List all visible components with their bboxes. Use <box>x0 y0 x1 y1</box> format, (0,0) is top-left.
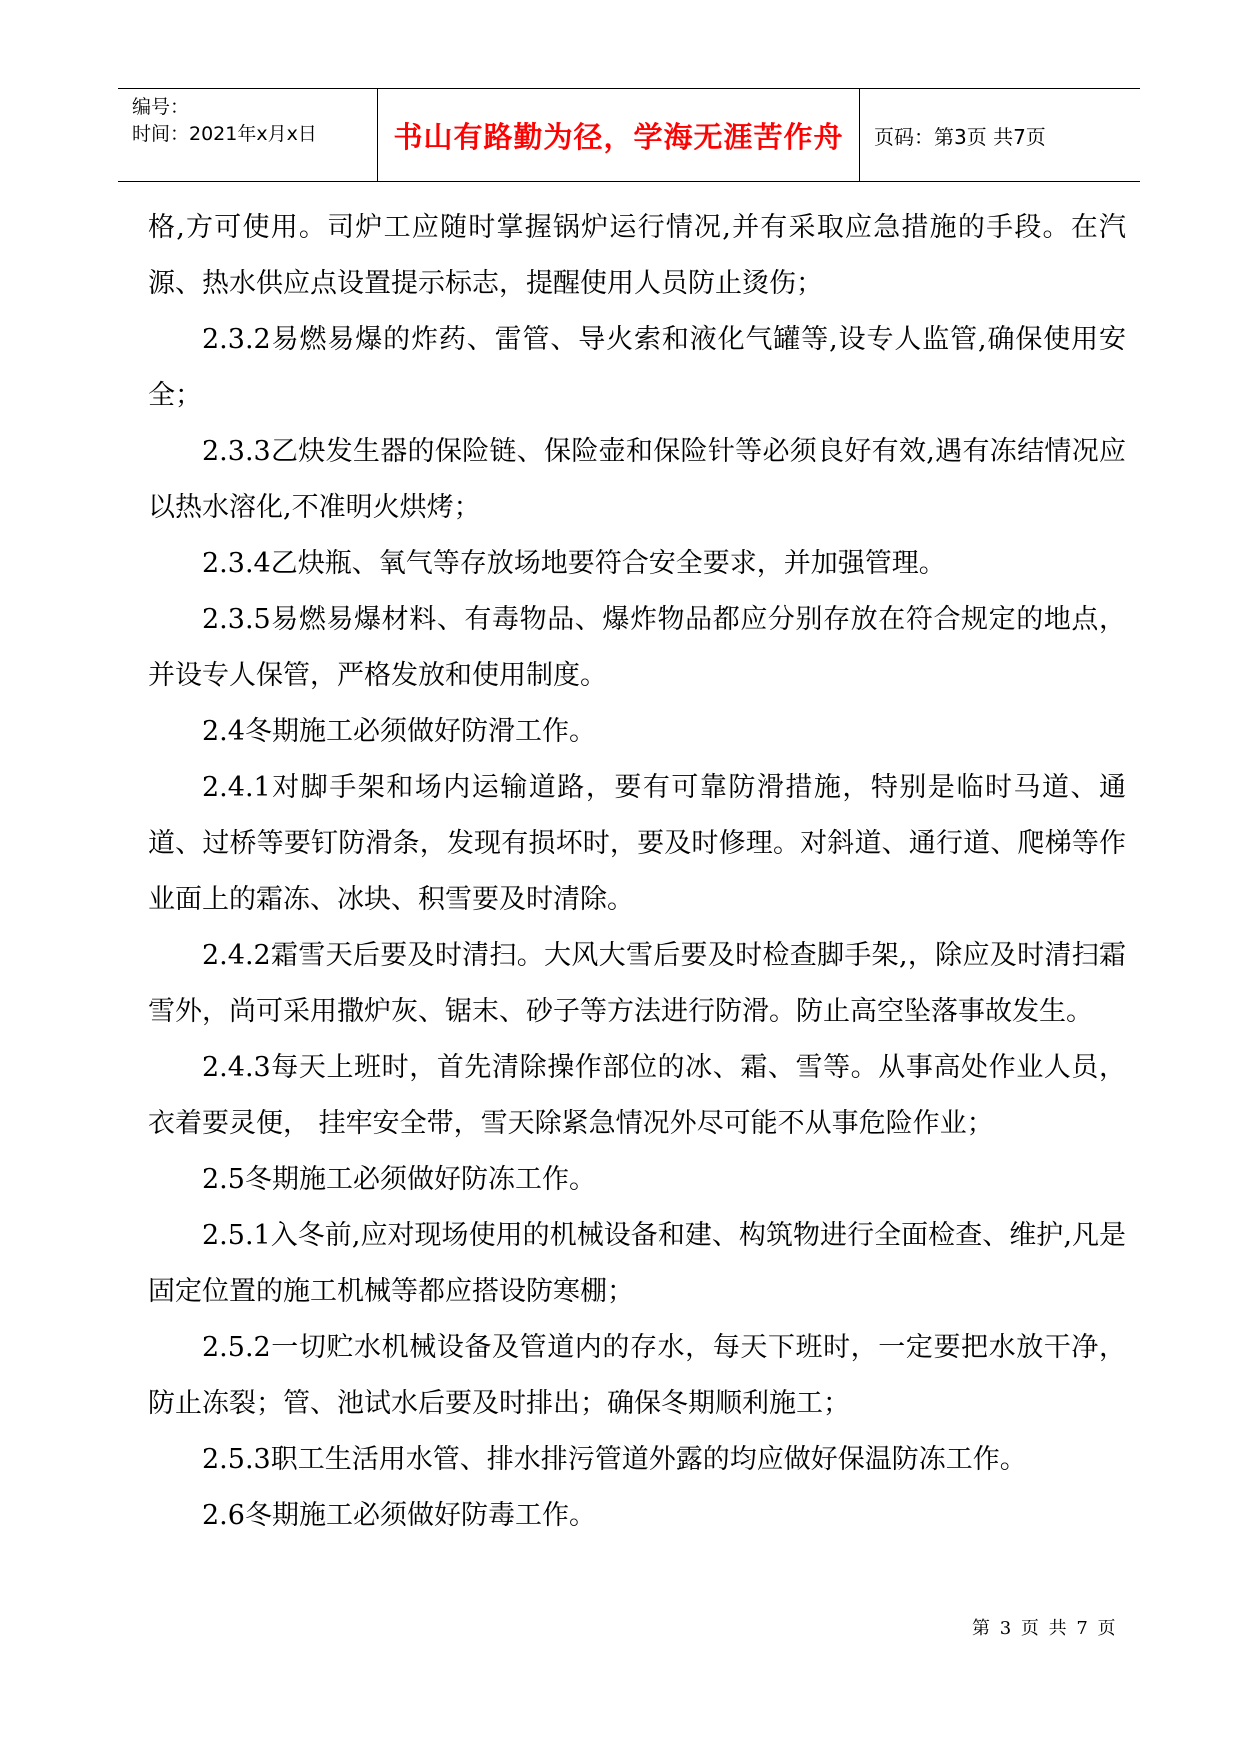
document-body <box>148 200 1126 1544</box>
paragraph: 2.3.5易燃易爆材料、有毒物品、爆炸物品都应分别存放在符合规定的地点，并设专人保管，严格发放和使用制度。 <box>148 604 1126 691</box>
header-page-info: 页码：第3页 共7页 <box>874 124 1046 149</box>
header-meta <box>118 89 378 181</box>
paragraph: 2.4.3每天上班时，首先清除操作部位的冰、霜、雪等。从事高处作业人员，衣着要灵便， 挂牢安全带，雪天除紧急情况外尽可能不从事危险作业； <box>148 1052 1126 1139</box>
paragraph: 2.5冬期施工必须做好防冻工作。 <box>202 1164 596 1195</box>
paragraph: 2.4.2霜雪天后要及时清扫。大风大雪后要及时检查脚手架,，除应及时清扫霜雪外，尚可采用撒炉灰、锯末、砂子等方法进行防滑。防止高空坠落事故发生。 <box>148 940 1126 1027</box>
paragraph: 格,方可使用。司炉工应随时掌握锅炉运行情况,并有采取应急措施的手段。在汽源、热水供应点设置提示标志，提醒使用人员防止烫伤； <box>148 212 1126 299</box>
page-header <box>118 88 1140 182</box>
paragraph: 2.3.2易燃易爆的炸药、雷管、导火索和液化气罐等,设专人监管,确保使用安全； <box>148 324 1126 411</box>
page-footer: 第 3 页 共 7 页 <box>972 1618 1118 1639</box>
header-motto: 书山有路勤为径，学海无涯苦作舟 <box>378 89 860 181</box>
paragraph: 2.5.1入冬前,应对现场使用的机械设备和建、构筑物进行全面检查、维护,凡是固定位置的施工机械等都应搭设防寒棚； <box>148 1220 1126 1307</box>
paragraph: 2.5.3职工生活用水管、排水排污管道外露的均应做好保温防冻工作。 <box>202 1444 1027 1475</box>
document-number-label: 编号： <box>132 96 190 118</box>
paragraph: 2.6冬期施工必须做好防毒工作。 <box>202 1500 596 1531</box>
paragraph: 2.3.4乙炔瓶、氧气等存放场地要符合安全要求，并加强管理。 <box>202 548 946 579</box>
paragraph: 2.4.1对脚手架和场内运输道路，要有可靠防滑措施，特别是临时马道、通道、过桥等要钉防滑条，发现有损坏时，要及时修理。对斜道、通行道、爬梯等作业面上的霜冻、冰块、积雪要及时清除。 <box>148 772 1126 915</box>
document-time-label: 时间：2021年x月x日 <box>132 123 317 145</box>
paragraph: 2.4冬期施工必须做好防滑工作。 <box>202 716 596 747</box>
paragraph: 2.5.2一切贮水机械设备及管道内的存水，每天下班时，一定要把水放干净，防止冻裂；管、池试水后要及时排出；确保冬期顺利施工； <box>148 1332 1126 1419</box>
paragraph: 2.3.3乙炔发生器的保险链、保险壶和保险针等必须良好有效,遇有冻结情况应以热水溶化,不准明火烘烤； <box>148 436 1126 523</box>
